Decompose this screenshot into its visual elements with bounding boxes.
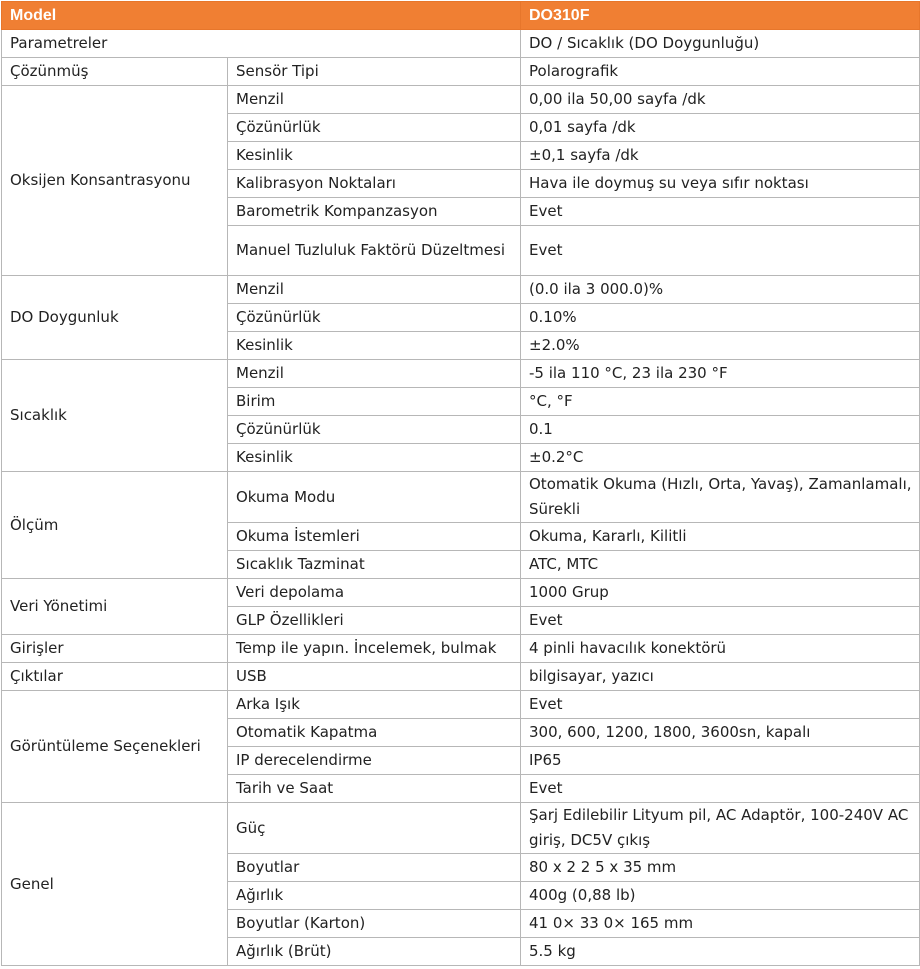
param-label: Parametreler — [2, 30, 521, 58]
row-value: Evet — [521, 775, 920, 803]
model-label: Model — [2, 2, 521, 30]
row-label: IP derecelendirme — [228, 747, 521, 775]
row-label: Kalibrasyon Noktaları — [228, 170, 521, 198]
table-row — [2, 30, 920, 58]
row-value: Otomatik Okuma (Hızlı, Orta, Yavaş), Zamanlamalı, Sürekli — [521, 472, 920, 523]
row-label: Birim — [228, 388, 521, 416]
row-value: Hava ile doymuş su veya sıfır noktası — [521, 170, 920, 198]
row-value: Evet — [521, 607, 920, 635]
table-row — [2, 691, 920, 719]
table-row — [2, 472, 920, 523]
group-label: Ölçüm — [2, 472, 228, 579]
row-value: (0.0 ila 3 000.0)% — [521, 276, 920, 304]
row-label: Çözünürlük — [228, 304, 521, 332]
row-label: Manuel Tuzluluk Faktörü Düzeltmesi — [228, 226, 521, 276]
row-value: 400g (0,88 lb) — [521, 882, 920, 910]
table-row — [2, 803, 920, 854]
row-value: -5 ila 110 °C, 23 ila 230 °F — [521, 360, 920, 388]
row-label: Güç — [228, 803, 521, 854]
row-label: Sıcaklık Tazminat — [228, 551, 521, 579]
row-value: 0,01 sayfa /dk — [521, 114, 920, 142]
row-label: Kesinlik — [228, 444, 521, 472]
table-row — [2, 276, 920, 304]
row-value: ATC, MTC — [521, 551, 920, 579]
row-value: ±2.0% — [521, 332, 920, 360]
table-row — [2, 635, 920, 663]
row-label: Menzil — [228, 360, 521, 388]
param-value: DO / Sıcaklık (DO Doygunluğu) — [521, 30, 920, 58]
row-value: Okuma, Kararlı, Kilitli — [521, 523, 920, 551]
row-label: Ağırlık — [228, 882, 521, 910]
row-label: Menzil — [228, 86, 521, 114]
row-label: Temp ile yapın. İncelemek, bulmak — [228, 635, 521, 663]
row-value: 300, 600, 1200, 1800, 3600sn, kapalı — [521, 719, 920, 747]
row-label: Çözünürlük — [228, 416, 521, 444]
row-value: Polarografik — [521, 58, 920, 86]
row-label: Okuma İstemleri — [228, 523, 521, 551]
group-label: DO Doygunluk — [2, 276, 228, 360]
row-label: Boyutlar (Karton) — [228, 910, 521, 938]
group-label: Çıktılar — [2, 663, 228, 691]
model-value: DO310F — [521, 2, 920, 30]
row-value: 5.5 kg — [521, 938, 920, 966]
row-value: °C, °F — [521, 388, 920, 416]
row-label: Tarih ve Saat — [228, 775, 521, 803]
row-label: Sensör Tipi — [228, 58, 521, 86]
row-label: Çözünürlük — [228, 114, 521, 142]
row-value: 80 x 2 2 5 x 35 mm — [521, 854, 920, 882]
row-label: Kesinlik — [228, 332, 521, 360]
group-label: Veri Yönetimi — [2, 579, 228, 635]
table-row — [2, 86, 920, 114]
group-label: Sıcaklık — [2, 360, 228, 472]
row-label: Ağırlık (Brüt) — [228, 938, 521, 966]
row-value: IP65 — [521, 747, 920, 775]
spec-table — [1, 1, 920, 966]
group-label: Oksijen Konsantrasyonu — [2, 86, 228, 276]
row-label: Okuma Modu — [228, 472, 521, 523]
row-label: GLP Özellikleri — [228, 607, 521, 635]
row-value: 41 0× 33 0× 165 mm — [521, 910, 920, 938]
table-row — [2, 360, 920, 388]
row-label: Otomatik Kapatma — [228, 719, 521, 747]
row-label: Veri depolama — [228, 579, 521, 607]
table-row — [2, 58, 920, 86]
row-label: Arka Işık — [228, 691, 521, 719]
row-value: Şarj Edilebilir Lityum pil, AC Adaptör, 100-240V AC giriş, DC5V çıkış — [521, 803, 920, 854]
group-label: Çözünmüş — [2, 58, 228, 86]
row-value: ±0.2°C — [521, 444, 920, 472]
row-value: Evet — [521, 691, 920, 719]
row-label: Menzil — [228, 276, 521, 304]
row-value: Evet — [521, 226, 920, 276]
row-label: Barometrik Kompanzasyon — [228, 198, 521, 226]
row-value: ±0,1 sayfa /dk — [521, 142, 920, 170]
row-value: 4 pinli havacılık konektörü — [521, 635, 920, 663]
row-value: 0.10% — [521, 304, 920, 332]
row-value: 0,00 ila 50,00 sayfa /dk — [521, 86, 920, 114]
table-row — [2, 579, 920, 607]
row-label: USB — [228, 663, 521, 691]
row-value: 1000 Grup — [521, 579, 920, 607]
row-value: 0.1 — [521, 416, 920, 444]
group-label: Girişler — [2, 635, 228, 663]
row-label: Boyutlar — [228, 854, 521, 882]
group-label: Görüntüleme Seçenekleri — [2, 691, 228, 803]
row-value: Evet — [521, 198, 920, 226]
row-label: Kesinlik — [228, 142, 521, 170]
table-header-row — [2, 2, 920, 30]
row-value: bilgisayar, yazıcı — [521, 663, 920, 691]
group-label: Genel — [2, 803, 228, 966]
table-row — [2, 663, 920, 691]
